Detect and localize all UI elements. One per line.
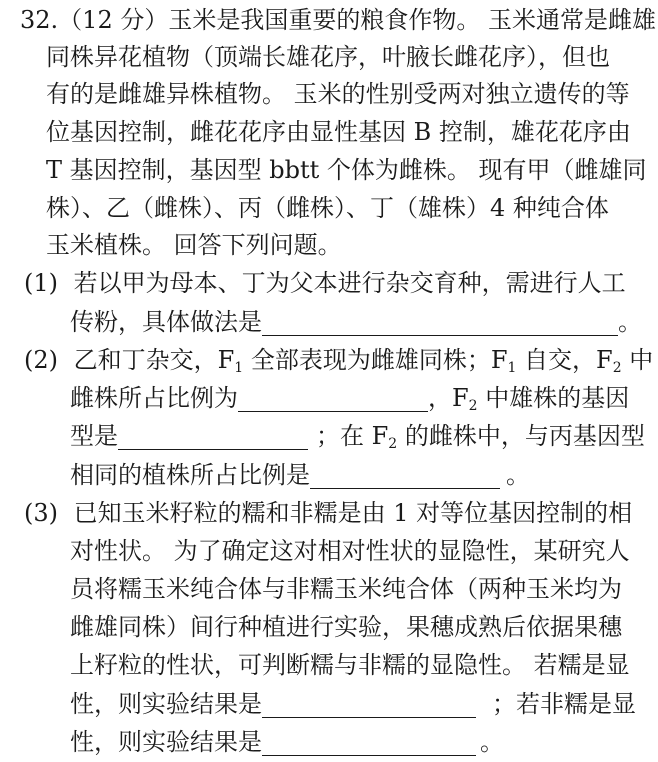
question-stem-line-3: 有的是雌雄异株植物。 玉米的性别受两对独立遗传的等 [46,80,630,108]
answer-blank-2[interactable] [238,411,428,412]
sub-question-3-number: (3) [24,499,58,527]
subscript: 1 [234,360,244,376]
period: 。 [618,308,642,336]
period: 。 [506,461,530,489]
sub-question-2-text-e: 雌株所占比例为 [70,384,238,412]
question-number: 32. [20,6,59,34]
answer-blank-4[interactable] [310,488,500,489]
sub-question-3-text-6a: 性，则实验结果是 [70,690,262,718]
answer-blank-3[interactable] [118,449,308,450]
question-stem-line-7: 玉米植株。 回答下列问题。 [46,231,342,259]
sub-question-3-text-1: 已知玉米籽粒的糯和非糯是由 1 对等位基因控制的相 [73,499,633,527]
sub-question-2-line-1 [24,340,653,380]
sub-question-2-text-f: ，F [428,384,469,412]
sub-question-1-line-1 [24,263,626,303]
subscript: 2 [612,360,622,376]
sub-question-2-line-2 [70,378,629,418]
sub-question-3-line-4: 雌雄同株）间行种植进行实验，果穗成熟后依据果穗 [70,613,622,641]
question-stem-line-2: 同株异花植物（顶端长雄花序，叶腋长雌花序），但也 [46,43,610,71]
sub-question-3-text-6b: ；若非糯是显 [492,690,636,718]
question-points: （12 分） [58,6,169,34]
sub-question-3-line-6 [70,684,636,724]
sub-question-3-line-1 [24,493,632,533]
sub-question-3-text-7a: 性，则实验结果是 [70,728,262,756]
sub-question-2-text-k: 相同的植株所占比例是 [70,461,310,489]
sub-question-3-line-5: 上籽粒的性状，可判断糯与非糯的显隐性。 若糯是显 [70,651,630,679]
sub-question-2-text-i: ；在 F [316,422,389,450]
answer-blank-6[interactable] [262,755,476,756]
subscript: 2 [468,398,478,414]
answer-blank-1[interactable] [262,335,618,336]
sub-question-2-text-g: 中雄株的基因 [477,384,630,412]
period: 。 [480,728,504,756]
sub-question-2-text-b: 全部表现为雌雄同株；F [243,346,508,374]
question-stem-line-5: T 基因控制，基因型 bbtt 个体为雌株。 现有甲（雌雄同 [46,156,647,184]
sub-question-2-text-a: 乙和丁杂交，F [73,346,235,374]
sub-question-3-line-7 [70,722,504,762]
subscript: 2 [388,436,398,452]
sub-question-3-line-3: 员将糯玉米纯合体与非糯玉米纯合体（两种玉米均为 [70,575,622,603]
sub-question-1-line-2 [70,302,642,342]
sub-question-2-line-4 [70,455,530,495]
sub-question-2-line-3 [70,416,645,456]
sub-question-1-text: 若以甲为母本、丁为父本进行杂交育种，需进行人工 [73,269,626,297]
sub-question-1-number: (1) [24,269,58,297]
question-stem-line-1 [20,0,656,40]
question-stem-line-4: 位基因控制，雌花花序由显性基因 B 控制，雄花花序由 [46,118,631,146]
answer-blank-5[interactable] [262,717,476,718]
stem-text-1: 玉米是我国重要的粮食作物。 玉米通常是雌雄 [168,6,656,34]
sub-question-3-line-2: 对性状。 为了确定这对相对性状的显隐性，某研究人 [70,537,630,565]
sub-question-2-text-c: 自交，F [516,346,613,374]
sub-question-1-text-2: 传粉，具体做法是 [70,308,262,336]
subscript: 1 [507,360,517,376]
sub-question-2-number: (2) [24,346,58,374]
sub-question-2-text-d: 中 [621,346,654,374]
sub-question-2-text-j: 的雌株中，与丙基因型 [397,422,645,450]
question-stem-line-6: 株）、乙（雌株）、丙（雌株）、丁（雄株）4 种纯合体 [46,194,609,222]
sub-question-2-text-h: 型是 [70,422,118,450]
